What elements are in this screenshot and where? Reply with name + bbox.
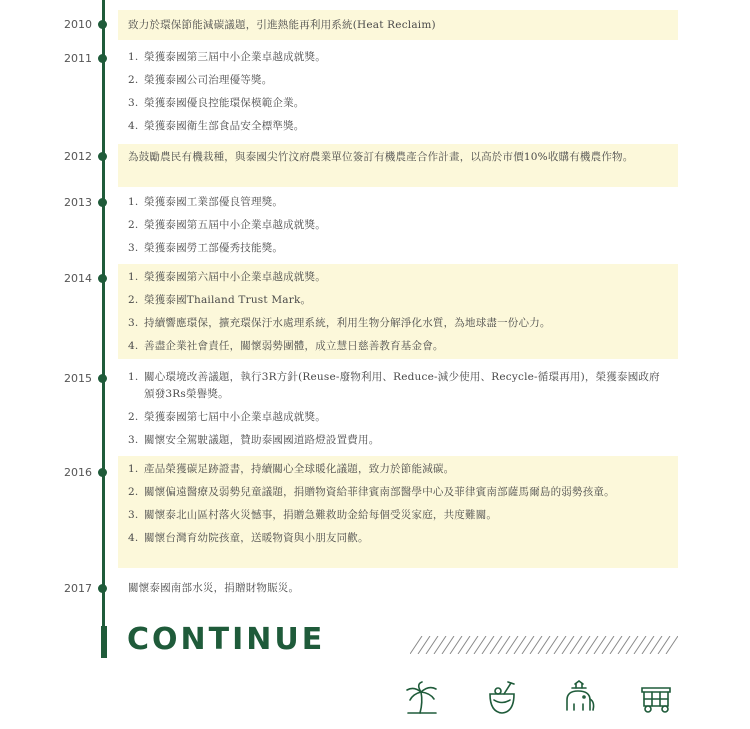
year-label: 2016 [64,466,92,479]
timeline-entry [118,194,678,257]
item-text: 關心環境改善議題，執行3R方針(Reuse-廢物利用、Reduce-減少使用、Recycle-循環再用)，榮獲泰國政府頒發3Rs榮譽獎。 [144,371,660,400]
timeline-dot [98,468,107,477]
timeline-entry [118,580,678,597]
list-item [128,432,668,449]
item-text: 關懷偏遠醫療及弱勢兒童議題，捐贈物資給菲律賓南部醫學中心及菲律賓南部薩馬爾島的弱勢孩童。 [144,486,615,498]
list-item [128,461,668,478]
continue-heading: CONTINUE [127,622,326,657]
timeline-line [102,0,105,658]
list-item [128,49,668,66]
item-text: 榮獲泰國勞工部優秀技能獎。 [144,242,284,254]
hatch-divider [410,636,678,654]
continue-bar [101,626,107,658]
item-text: 榮獲泰國衛生部食品安全標準獎。 [144,120,305,132]
item-number: 3. [128,317,139,329]
palm-tree-icon [404,680,440,716]
item-text: 榮獲泰國優良控能環保模範企業。 [144,97,305,109]
item-number: 1. [128,271,139,283]
item-number: 3. [128,97,139,109]
timeline-dot [98,198,107,207]
coconut-drink-icon [484,680,520,716]
list-item [128,217,668,234]
year-label: 2010 [64,18,92,31]
item-text: 榮獲泰國第五屆中小企業卓越成就獎。 [144,219,326,231]
item-text: 榮獲泰國Thailand Trust Mark。 [144,294,312,306]
item-number: 2. [128,486,139,498]
list-item [128,315,668,332]
timeline-entry [118,10,678,40]
item-number: 2. [128,294,139,306]
timeline-entry [118,49,678,135]
item-number: 1. [128,51,139,63]
item-text: 關懷安全駕駛議題，贊助泰國國道路燈設置費用。 [144,434,380,446]
timeline-dot [98,584,107,593]
item-text: 關懷泰北山區村落火災憾事，捐贈急難救助金給每個受災家庭，共度難關。 [144,509,498,521]
elephant-icon [560,680,598,716]
entry-text: 關懷泰國南部水災，捐贈財物賑災。 [128,582,300,594]
list-item [128,409,668,426]
year-label: 2012 [64,150,92,163]
tuk-tuk-icon [638,680,674,716]
entry-text: 為鼓勵農民有機栽種，與泰國尖竹汶府農業單位簽訂有機農產合作計畫，以高於市價10%收購有機農作物。 [128,151,634,163]
timeline-dot [98,274,107,283]
item-number: 1. [128,196,139,208]
list-item [128,507,668,524]
item-text: 持續響應環保，擴充環保汙水處理系統，利用生物分解淨化水質，為地球盡一份心力。 [144,317,551,329]
list-item [128,240,668,257]
item-text: 榮獲泰國第三屆中小企業卓越成就獎。 [144,51,326,63]
list-item [128,95,668,112]
item-number: 2. [128,219,139,231]
list-item [128,269,668,286]
item-number: 2. [128,74,139,86]
item-text: 榮獲泰國公司治理優等獎。 [144,74,273,86]
timeline-entry [118,264,678,359]
item-number: 4. [128,532,139,544]
list-item [128,484,668,501]
item-number: 4. [128,340,139,352]
item-number: 3. [128,509,139,521]
timeline-dot [98,54,107,63]
year-label: 2013 [64,196,92,209]
item-text: 善盡企業社會責任，關懷弱勢團體，成立慧日慈善教育基金會。 [144,340,444,352]
timeline-entry [118,369,678,449]
list-item [128,194,668,211]
timeline-entry [118,144,678,187]
timeline-dot [98,152,107,161]
year-label: 2015 [64,372,92,385]
item-text: 榮獲泰國第七屆中小企業卓越成就獎。 [144,411,326,423]
timeline-dot [98,374,107,383]
year-label: 2011 [64,52,92,65]
item-text: 榮獲泰國工業部優良管理獎。 [144,196,284,208]
item-number: 1. [128,463,139,475]
item-number: 2. [128,411,139,423]
year-label: 2014 [64,272,92,285]
item-text: 榮獲泰國第六屆中小企業卓越成就獎。 [144,271,326,283]
year-label: 2017 [64,582,92,595]
timeline-entry [118,456,678,568]
list-item [128,292,668,309]
list-item [128,530,668,547]
item-text: 關懷台灣育幼院孩童，送暖物資與小朋友同歡。 [144,532,369,544]
item-number: 1. [128,371,139,383]
entry-text: 致力於環保節能減碳議題，引進熱能再利用系統(Heat Reclaim) [128,19,436,31]
item-text: 產品榮獲碳足跡證書，持續關心全球暖化議題，致力於節能減碳。 [144,463,455,475]
list-item [128,338,668,355]
item-number: 3. [128,242,139,254]
item-number: 3. [128,434,139,446]
timeline-dot [98,20,107,29]
list-item [128,369,668,403]
item-number: 4. [128,120,139,132]
list-item [128,118,668,135]
list-item [128,72,668,89]
